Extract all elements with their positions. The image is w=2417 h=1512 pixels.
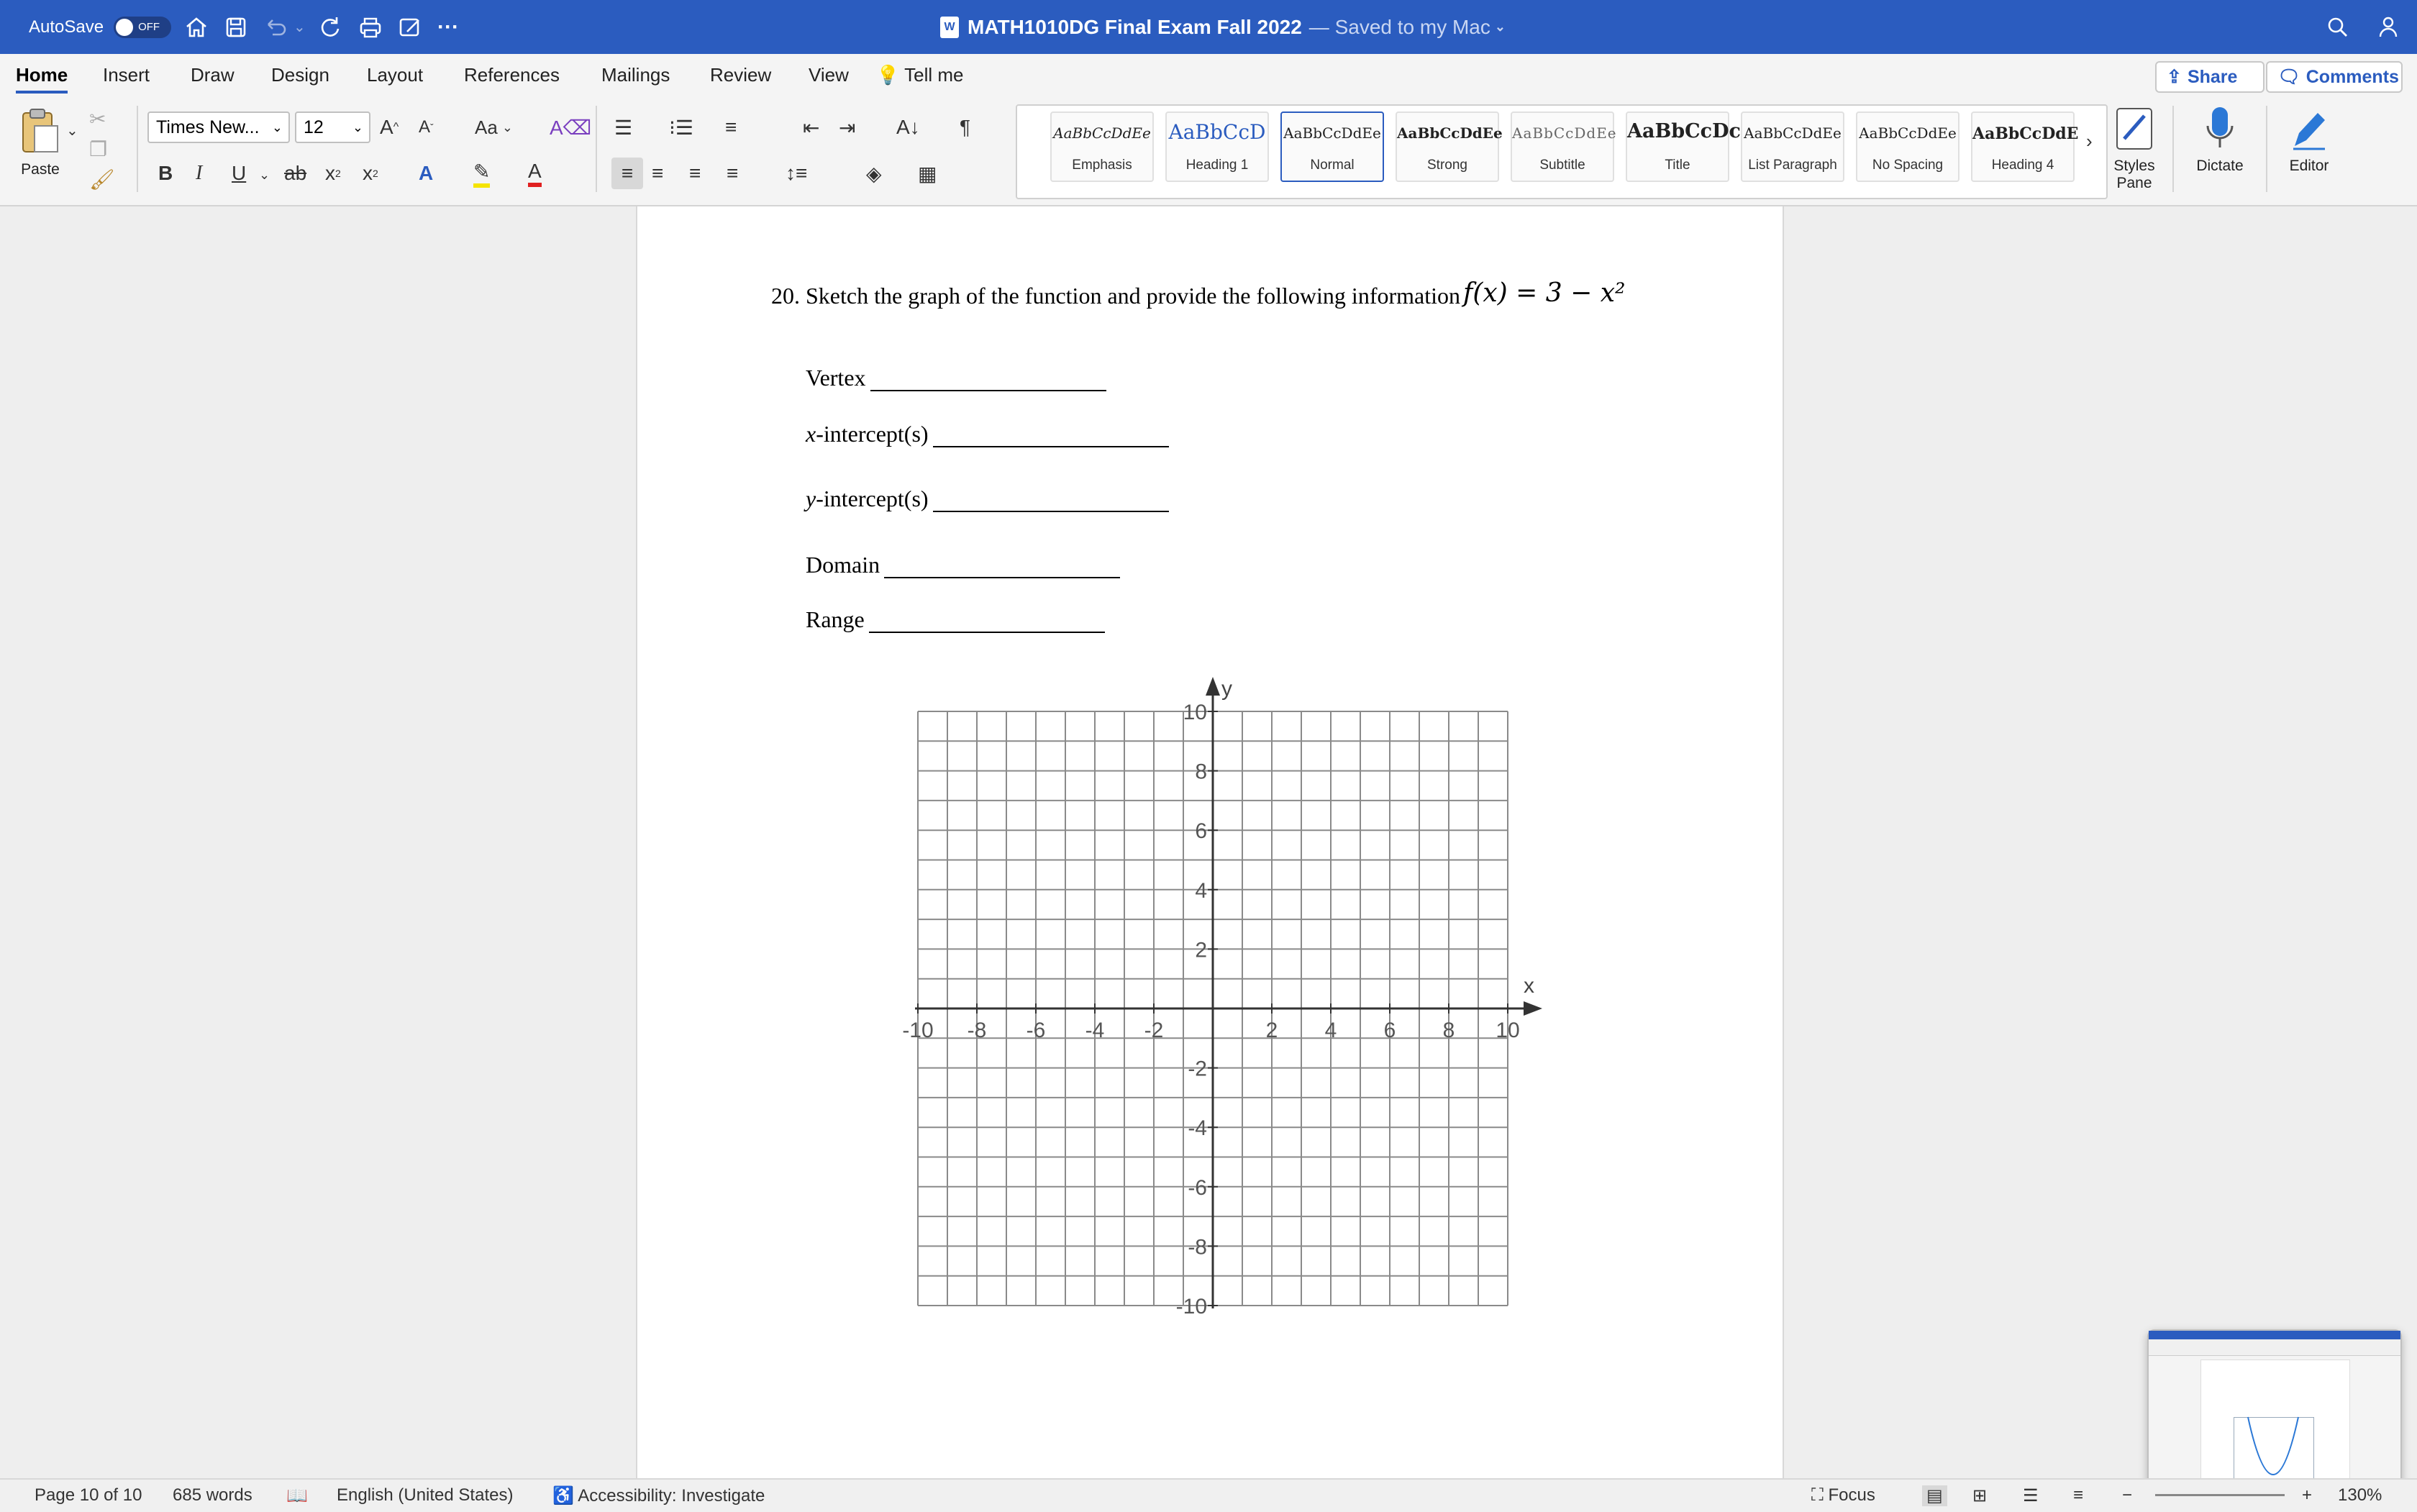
more-icon[interactable]: ··· bbox=[437, 14, 459, 39]
y-tick-label: -8 bbox=[1188, 1235, 1207, 1260]
x-tick-label: -4 bbox=[1085, 1019, 1105, 1042]
editor-button[interactable] bbox=[2275, 104, 2344, 175]
autosave-state: OFF bbox=[138, 20, 160, 33]
style-name: Subtitle bbox=[1539, 158, 1585, 173]
style-preview: AaBbCcDdEe bbox=[1053, 124, 1151, 142]
style-name: Emphasis bbox=[1072, 158, 1132, 173]
style-name: Heading 1 bbox=[1185, 158, 1249, 173]
justify-icon[interactable]: ≡ bbox=[727, 162, 739, 184]
search-icon[interactable] bbox=[2325, 0, 2351, 54]
function-formula: f(x) = 3 − x² bbox=[1463, 278, 1626, 308]
clear-formatting-icon[interactable]: A⌫ bbox=[550, 116, 592, 139]
style-name: No Spacing bbox=[1872, 158, 1944, 173]
styles-gallery bbox=[1016, 104, 2108, 199]
styles-pane-icon bbox=[2113, 104, 2156, 152]
dictate-button[interactable] bbox=[2185, 104, 2254, 175]
sort-icon[interactable]: A↓ bbox=[896, 116, 920, 138]
style-name: Heading 4 bbox=[1991, 158, 2054, 173]
x-axis-label: x bbox=[1524, 974, 1534, 998]
style-preview: AaBbCcD bbox=[1168, 120, 1266, 144]
highlight-icon[interactable]: ✎ bbox=[473, 158, 490, 189]
underline-chevron-icon[interactable]: ⌄ bbox=[259, 167, 270, 182]
tab-insert[interactable]: Insert bbox=[103, 64, 150, 86]
status-bar bbox=[0, 1478, 2417, 1512]
y-axis-label: y bbox=[1221, 677, 1232, 701]
field-label-em: y bbox=[806, 486, 816, 511]
y-tick-label: -10 bbox=[1175, 1295, 1207, 1319]
question-text: 20. Sketch the graph of the function and provide the following information bbox=[771, 283, 1460, 309]
shading-icon[interactable]: ◈ bbox=[866, 162, 882, 185]
tab-layout[interactable]: Layout bbox=[367, 64, 424, 86]
shrink-font-icon[interactable]: A ˇ bbox=[419, 117, 434, 137]
style-name: Normal bbox=[1310, 158, 1355, 173]
domain-field bbox=[806, 552, 1120, 578]
share-label: Share bbox=[2187, 66, 2238, 87]
accessibility-icon: ♿ bbox=[552, 1486, 574, 1506]
field-label: -intercept(s) bbox=[816, 486, 929, 511]
font-color-icon[interactable]: A bbox=[528, 158, 542, 189]
y-tick-label: -4 bbox=[1188, 1116, 1207, 1141]
tell-me-label: Tell me bbox=[904, 64, 964, 86]
saved-status: — Saved to my Mac bbox=[1308, 15, 1490, 38]
style-list-paragraph[interactable] bbox=[1741, 111, 1844, 182]
range-field bbox=[806, 606, 1105, 633]
editor-pen-icon bbox=[2288, 104, 2331, 152]
field-label: Vertex bbox=[806, 365, 866, 391]
undo-icon[interactable] bbox=[263, 0, 288, 54]
field-label: -intercept(s) bbox=[816, 421, 929, 447]
edit-doc-icon[interactable] bbox=[397, 0, 423, 54]
x-tick-label: 2 bbox=[1265, 1019, 1278, 1042]
account-icon[interactable] bbox=[2374, 0, 2400, 54]
accessibility-status[interactable] bbox=[552, 1485, 765, 1506]
style-name: List Paragraph bbox=[1748, 158, 1837, 173]
home-ribbon bbox=[0, 97, 2417, 206]
x-tick-label: 8 bbox=[1442, 1019, 1455, 1042]
y-tick-label: 10 bbox=[1183, 701, 1207, 724]
autosave-label: AutoSave bbox=[29, 17, 104, 37]
vertex-field bbox=[806, 365, 1106, 391]
font-size-value: 12 bbox=[304, 117, 324, 137]
page-count[interactable]: Page 10 of 10 bbox=[35, 1485, 142, 1505]
x-intercepts-field bbox=[806, 421, 1169, 447]
paste-label: Paste bbox=[21, 161, 60, 178]
style-no-spacing[interactable] bbox=[1856, 111, 1959, 182]
x-tick-label: -10 bbox=[902, 1019, 934, 1042]
strikethrough-icon[interactable]: ab bbox=[284, 162, 307, 184]
paste-button[interactable] bbox=[20, 107, 60, 178]
document-page[interactable] bbox=[636, 206, 1784, 1478]
cut-icon[interactable]: ✂ bbox=[89, 107, 106, 130]
style-heading-1[interactable] bbox=[1165, 111, 1269, 182]
y-tick-label: 4 bbox=[1195, 878, 1207, 903]
undo-dropdown-icon[interactable]: ⌄ bbox=[293, 19, 306, 35]
change-case-button[interactable]: Aa ⌄ bbox=[475, 116, 513, 138]
grow-font-icon[interactable]: A ^ bbox=[380, 116, 399, 138]
field-label-em: x bbox=[806, 421, 816, 447]
multilevel-list-icon[interactable]: ≡ bbox=[725, 116, 737, 138]
paste-icon bbox=[20, 107, 60, 155]
numbering-icon[interactable]: ⁝☰ bbox=[669, 116, 694, 139]
font-name-value: Times New... bbox=[156, 117, 260, 137]
web-layout-icon[interactable]: ⊞ bbox=[1972, 1486, 1988, 1506]
focus-label: Focus bbox=[1828, 1485, 1875, 1505]
comments-label: Comments bbox=[2306, 66, 2399, 87]
style-emphasis[interactable] bbox=[1050, 111, 1154, 182]
print-layout-icon[interactable]: ▤ bbox=[1922, 1485, 1947, 1506]
styles-more-chevron-icon[interactable]: › bbox=[2086, 130, 2093, 152]
autosave-toggle[interactable] bbox=[114, 17, 171, 38]
style-strong[interactable] bbox=[1396, 111, 1503, 182]
style-name: Strong bbox=[1427, 158, 1467, 173]
dictate-label: Dictate bbox=[2196, 158, 2244, 174]
style-preview: AaBbCcDdE bbox=[1972, 124, 2079, 143]
x-tick-label: 6 bbox=[1383, 1019, 1396, 1042]
ribbon-tab-bar bbox=[0, 54, 2417, 97]
size-chevron-icon: ⌄ bbox=[352, 119, 363, 135]
redo-icon[interactable] bbox=[317, 0, 342, 54]
y-tick-label: 8 bbox=[1195, 760, 1207, 784]
underline-icon[interactable]: U bbox=[232, 162, 247, 184]
x-tick-label: 10 bbox=[1496, 1019, 1520, 1042]
field-label: Range bbox=[806, 606, 865, 632]
y-intercepts-field bbox=[806, 486, 1169, 512]
font-chevron-icon: ⌄ bbox=[271, 119, 283, 135]
bold-icon[interactable]: B bbox=[158, 162, 173, 184]
borders-icon[interactable]: ▦ bbox=[918, 162, 937, 185]
subscript-icon[interactable]: x 2 bbox=[325, 162, 341, 184]
microphone-icon bbox=[2202, 104, 2238, 152]
x-tick-label: 4 bbox=[1324, 1019, 1337, 1042]
style-heading-4[interactable] bbox=[1971, 111, 2079, 182]
y-tick-label: -6 bbox=[1188, 1175, 1207, 1200]
style-subtitle[interactable] bbox=[1511, 111, 1617, 182]
comments-button[interactable] bbox=[2266, 61, 2403, 93]
tab-references[interactable]: References bbox=[464, 64, 560, 86]
styles-pane-button[interactable] bbox=[2109, 104, 2159, 192]
font-size-select[interactable] bbox=[295, 111, 370, 143]
home-icon[interactable] bbox=[183, 0, 209, 54]
styles-pane-label: Styles Pane bbox=[2113, 158, 2155, 191]
zoom-in-icon[interactable]: + bbox=[2302, 1485, 2313, 1505]
italic-icon[interactable]: I bbox=[196, 162, 203, 184]
align-left-icon[interactable]: ≡ bbox=[611, 158, 643, 189]
line-spacing-icon[interactable]: ↕≡ bbox=[786, 162, 808, 184]
document-title[interactable] bbox=[935, 0, 1511, 54]
bullets-icon[interactable]: ☰ bbox=[614, 116, 633, 139]
style-preview: AaBbCcDdEe bbox=[1397, 124, 1503, 142]
tell-me[interactable] bbox=[876, 64, 964, 86]
tab-mailings[interactable]: Mailings bbox=[601, 64, 670, 86]
format-painter-icon[interactable]: 🖌 bbox=[89, 168, 115, 191]
text-effects-icon[interactable]: A bbox=[419, 162, 434, 184]
tab-design[interactable]: Design bbox=[271, 64, 329, 86]
title-chevron-icon: ⌄ bbox=[1494, 19, 1506, 34]
title-bar bbox=[0, 0, 2417, 54]
accessibility-label: Accessibility: Investigate bbox=[578, 1486, 765, 1506]
thumbnail-curve-icon bbox=[2234, 1417, 2313, 1482]
copy-icon[interactable]: ❐ bbox=[89, 137, 108, 160]
x-tick-label: -8 bbox=[967, 1019, 987, 1042]
draft-view-icon[interactable]: ≡ bbox=[2073, 1485, 2084, 1505]
x-axis-arrow bbox=[1524, 1001, 1542, 1016]
word-doc-icon: W bbox=[940, 17, 959, 38]
increase-indent-icon[interactable]: ⇥ bbox=[839, 116, 856, 139]
tab-view[interactable]: View bbox=[809, 64, 849, 86]
save-icon[interactable] bbox=[223, 0, 249, 54]
window-thumbnail[interactable] bbox=[2147, 1329, 2402, 1490]
y-axis-arrow bbox=[1206, 677, 1220, 696]
zoom-out-icon[interactable]: − bbox=[2122, 1485, 2133, 1505]
word-count[interactable]: 685 words bbox=[173, 1485, 252, 1505]
zoom-slider[interactable] bbox=[2155, 1494, 2285, 1496]
x-tick-label: -6 bbox=[1026, 1019, 1046, 1042]
superscript-icon[interactable]: x 2 bbox=[363, 162, 378, 184]
style-title[interactable] bbox=[1626, 111, 1741, 182]
outline-view-icon[interactable]: ☰ bbox=[2023, 1486, 2039, 1506]
show-formatting-icon[interactable]: ¶ bbox=[960, 116, 971, 138]
doc-name: MATH1010DG Final Exam Fall 2022 bbox=[968, 15, 1302, 38]
zoom-level[interactable]: 130% bbox=[2338, 1485, 2382, 1505]
change-case-label: Aa bbox=[475, 116, 498, 138]
editor-label: Editor bbox=[2289, 158, 2329, 174]
proofing-icon[interactable]: 📖 bbox=[286, 1486, 308, 1506]
focus-icon: ⛶ bbox=[1811, 1485, 1824, 1505]
font-name-select[interactable] bbox=[147, 111, 290, 143]
y-tick-label: -2 bbox=[1188, 1057, 1207, 1081]
coordinate-grid[interactable] bbox=[882, 675, 1544, 1352]
align-right-icon[interactable]: ≡ bbox=[689, 162, 701, 184]
y-tick-label: 6 bbox=[1195, 819, 1207, 844]
comment-icon: 🗨 bbox=[2277, 66, 2300, 87]
decrease-indent-icon[interactable]: ⇤ bbox=[803, 116, 820, 139]
focus-mode[interactable] bbox=[1811, 1485, 1875, 1506]
language[interactable]: English (United States) bbox=[337, 1485, 514, 1505]
style-normal[interactable] bbox=[1280, 111, 1384, 182]
style-name: Title bbox=[1665, 158, 1690, 173]
print-icon[interactable] bbox=[358, 0, 383, 54]
field-label: Domain bbox=[806, 552, 880, 578]
style-preview: AaBbCcDdEe bbox=[1744, 124, 1842, 142]
style-preview: AaBbCcDdEe bbox=[1283, 124, 1381, 142]
style-preview: AaBbCcDdEe bbox=[1512, 124, 1617, 142]
lightbulb-icon: 💡 bbox=[876, 64, 900, 86]
tab-home[interactable]: Home bbox=[16, 64, 68, 94]
y-tick-label: 2 bbox=[1195, 938, 1207, 962]
share-icon: ⇪ bbox=[2167, 67, 2182, 87]
tab-review[interactable]: Review bbox=[710, 64, 772, 86]
autosave-control[interactable] bbox=[29, 0, 171, 54]
style-preview: AaBbCcDc bbox=[1627, 120, 1741, 142]
style-preview: AaBbCcDdEe bbox=[1859, 124, 1957, 142]
share-button[interactable] bbox=[2155, 61, 2264, 93]
paste-options-chevron-icon[interactable]: ⌄ bbox=[66, 122, 78, 139]
x-tick-label: -2 bbox=[1144, 1019, 1164, 1042]
align-center-icon[interactable]: ≡ bbox=[652, 162, 664, 184]
tab-draw[interactable]: Draw bbox=[191, 64, 235, 86]
